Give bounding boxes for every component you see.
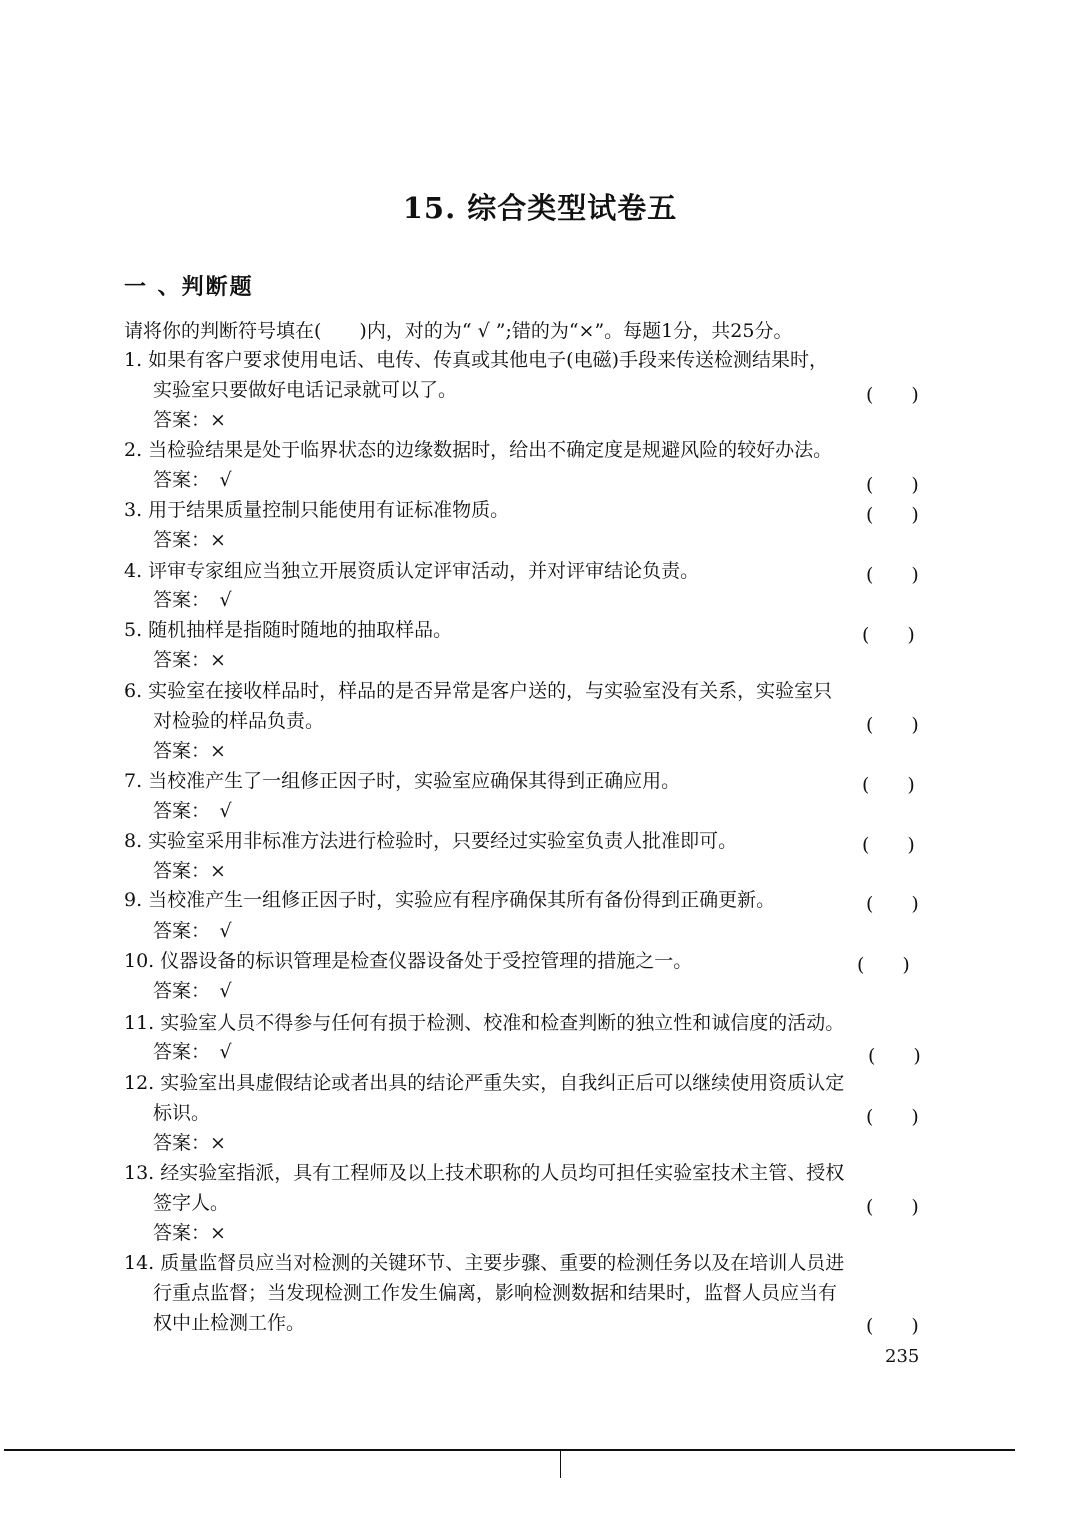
question-text: 11. 实验室人员不得参与任何有损于检测、校准和检查判断的独立性和诚信度的活动。 xyxy=(124,1012,845,1034)
answer: 答案：× xyxy=(153,649,226,671)
answer-blank: ( ) xyxy=(862,774,915,796)
page-number: 235 xyxy=(885,1346,920,1367)
answer: 答案： √ xyxy=(153,1041,232,1063)
question-text: 2. 当检验结果是处于临界状态的边缘数据时，给出不确定度是规避风险的较好办法。 xyxy=(124,439,833,461)
section-heading: 一 、判断题 xyxy=(124,274,254,300)
answer: 答案：× xyxy=(153,409,226,431)
answer-blank: ( ) xyxy=(866,474,919,496)
answer-blank: ( ) xyxy=(866,384,919,406)
page-title: 15. 综合类型试卷五 xyxy=(402,191,678,225)
question-text-cont: 实验室只要做好电话记录就可以了。 xyxy=(153,379,458,401)
answer-blank: ( ) xyxy=(857,954,910,976)
question-text-cont: 权中止检测工作。 xyxy=(153,1312,306,1334)
footer-tick xyxy=(560,1451,561,1478)
question-text: 7. 当校准产生了一组修正因子时，实验室应确保其得到正确应用。 xyxy=(124,770,681,792)
answer-blank: ( ) xyxy=(866,1196,919,1218)
answer: 答案： √ xyxy=(153,589,232,611)
answer: 答案： √ xyxy=(153,800,232,822)
question-text: 6. 实验室在接收样品时，样品的是否异常是客户送的，与实验室没有关系，实验室只 xyxy=(124,680,833,702)
question-text-cont: 签字人。 xyxy=(153,1192,230,1214)
instructions: 请将你的判断符号填在( )内，对的为“ √ ”;错的为“×”。每题1分，共25分。 xyxy=(124,320,793,342)
answer-blank: ( ) xyxy=(866,564,919,586)
question-text: 1. 如果有客户要求使用电话、电传、传真或其他电子(电磁)手段来传送检测结果时， xyxy=(124,349,828,371)
answer-blank: ( ) xyxy=(866,504,919,526)
answer: 答案：× xyxy=(153,529,226,551)
question-text: 9. 当校准产生一组修正因子时，实验应有程序确保其所有备份得到正确更新。 xyxy=(124,889,776,911)
answer: 答案： √ xyxy=(153,920,232,942)
answer: 答案：× xyxy=(153,1132,226,1154)
answer-blank: ( ) xyxy=(868,1045,921,1067)
answer: 答案：× xyxy=(153,860,226,882)
answer-blank: ( ) xyxy=(862,624,915,646)
question-text-cont: 行重点监督；当发现检测工作发生偏离，影响检测数据和结果时，监督人员应当有 xyxy=(153,1282,838,1304)
answer: 答案： √ xyxy=(153,980,232,1002)
question-text: 8. 实验室采用非标准方法进行检验时，只要经过实验室负责人批准即可。 xyxy=(124,830,738,852)
answer-blank: ( ) xyxy=(866,1315,919,1337)
question-text: 12. 实验室出具虚假结论或者出具的结论严重失实，自我纠正后可以继续使用资质认定 xyxy=(124,1072,845,1094)
footer-rule xyxy=(4,1449,1015,1451)
question-text-cont: 对检验的样品负责。 xyxy=(153,710,325,732)
answer-blank: ( ) xyxy=(862,834,915,856)
question-text: 13. 经实验室指派，具有工程师及以上技术职称的人员均可担任实验室技术主管、授权 xyxy=(124,1162,845,1184)
question-text: 4. 评审专家组应当独立开展资质认定评审活动，并对评审结论负责。 xyxy=(124,560,700,582)
answer-blank: ( ) xyxy=(866,893,919,915)
question-text: 3. 用于结果质量控制只能使用有证标准物质。 xyxy=(124,499,510,521)
question-text: 10. 仪器设备的标识管理是检查仪器设备处于受控管理的措施之一。 xyxy=(124,950,693,972)
answer: 答案： √ xyxy=(153,469,232,491)
answer-blank: ( ) xyxy=(866,1106,919,1128)
question-text: 5. 随机抽样是指随时随地的抽取样品。 xyxy=(124,619,453,641)
answer: 答案：× xyxy=(153,1222,226,1244)
question-text: 14. 质量监督员应当对检测的关键环节、主要步骤、重要的检测任务以及在培训人员进 xyxy=(124,1252,845,1274)
answer: 答案：× xyxy=(153,740,226,762)
question-text-cont: 标识。 xyxy=(153,1102,211,1124)
answer-blank: ( ) xyxy=(866,714,919,736)
